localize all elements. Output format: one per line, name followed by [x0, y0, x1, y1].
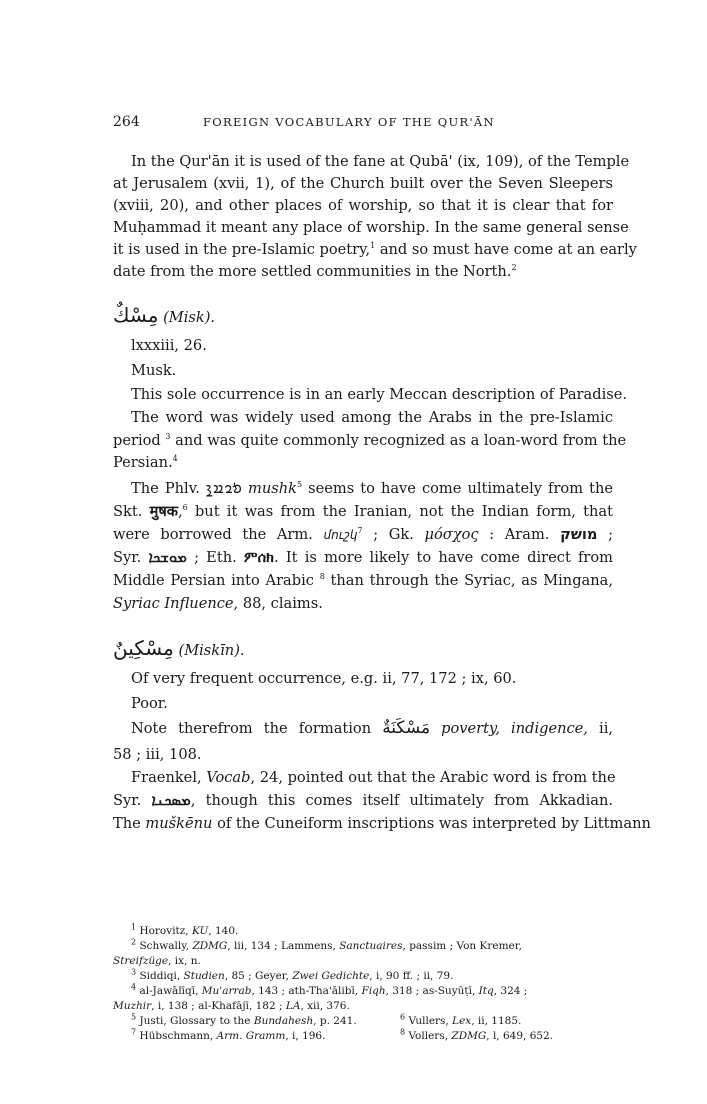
body-line: [113, 453, 613, 473]
body-line: (xviii, 20), and other places of worship, so that it is clear that for: [113, 197, 613, 214]
italic-span: Mu'arrab: [201, 985, 252, 997]
text-span: , i, 138 ; al-Khafājī, 182 ;: [151, 1000, 286, 1012]
text-span: seems to have come ultimately from the: [302, 480, 613, 497]
italic-span: ZDMG: [451, 1030, 487, 1042]
footnote-ref[interactable]: 8: [319, 572, 325, 582]
text-span: , 143 ; ath-Tha'ālibī,: [251, 985, 362, 997]
italic-span: Muzhir: [113, 1000, 152, 1012]
body-line: [131, 479, 613, 499]
body-line: [131, 768, 616, 788]
arabic-word: مَسْكَنَةٌ: [382, 718, 431, 738]
text-span: Note therefrom the formation: [131, 720, 372, 737]
text-span: Siddiqi,: [139, 970, 184, 982]
text-span: , lii, 134 ; Lammens,: [227, 940, 340, 952]
footnote-3: [131, 969, 453, 983]
greek-word: μόσχος: [424, 526, 479, 543]
footnote-2-cont: [113, 954, 201, 968]
italic-span: KU: [191, 925, 209, 937]
entry-reference: Of very frequent occurrence, e.g. ii, 77, 172 ; ix, 60.: [131, 670, 517, 687]
italic-span: Itq: [478, 985, 494, 997]
footnote-ref[interactable]: 3: [165, 432, 171, 442]
text-span: of the Cuneiform inscriptions was interpreted by Littmann: [212, 815, 651, 832]
italic-span: Streifzüge: [113, 955, 169, 967]
text-span: , i, 196.: [285, 1030, 326, 1042]
text-span: and was quite commonly recognized as a loan-word from the: [170, 432, 627, 449]
body-line: at Jerusalem (xvii, 1), of the Church built over the Seven Sleepers: [113, 175, 613, 192]
text-span: ii,: [587, 720, 613, 737]
arabic-headword: مِسْكٌ: [113, 303, 159, 327]
text-span: Skt.: [113, 503, 143, 520]
text-span: , 24, pointed out that the Arabic word is from the: [250, 769, 616, 786]
text-span: Justi, Glossary to the: [139, 1015, 254, 1027]
book-title: Syriac Influence: [113, 595, 234, 612]
footnote-6: [400, 1014, 521, 1028]
entry-heading-miskin: [113, 638, 613, 661]
text-span: , i, 90 ff. ; ii, 79.: [369, 970, 454, 982]
text-span: ; Eth.: [186, 549, 237, 566]
akkadian-word: muškēnu: [145, 815, 213, 832]
text-span: , 85 ; Geyer,: [224, 970, 293, 982]
footnote-ref[interactable]: 1: [370, 241, 376, 251]
footnote-number: 3: [131, 967, 137, 977]
text-span: : Aram.: [478, 526, 550, 543]
body-line: [113, 431, 627, 451]
text-span: , xii, 376.: [300, 1000, 350, 1012]
text-span: and so must have come at an early: [375, 241, 637, 258]
text-span: . It is more likely to have come direct from: [274, 549, 614, 566]
footnote-4: [131, 984, 527, 998]
footnote-ref[interactable]: 6: [182, 503, 188, 513]
text-span: Syr.: [113, 792, 142, 809]
footnote-ref[interactable]: 2: [511, 263, 517, 273]
transliteration: mushk: [247, 480, 297, 497]
italic-span: Lex: [452, 1015, 472, 1027]
text-span: , though this comes itself ultimately from Akkadian.: [190, 792, 614, 809]
text-span: , 140.: [208, 925, 239, 937]
text-span: Schwally,: [139, 940, 193, 952]
text-span: Vullers,: [408, 1015, 453, 1027]
text-span: , passim ; Von Kremer,: [402, 940, 522, 952]
text-span: Middle Persian into Arabic: [113, 572, 314, 589]
footnote-number: 6: [400, 1012, 406, 1022]
italic-span: Fiqh: [361, 985, 386, 997]
running-header: [113, 114, 613, 134]
text-span: Hübschmann,: [139, 1030, 217, 1042]
text-span: than through the Syriac, as Mingana,: [324, 572, 613, 589]
text-span: al-Jawālīqī,: [139, 985, 202, 997]
italic-span: Arm. Gramm: [216, 1030, 286, 1042]
footnote-number: 2: [131, 937, 137, 947]
body-line: The word was widely used among the Arabs in the pre-Islamic: [131, 409, 613, 426]
text-span: ;: [597, 526, 614, 543]
text-span: were borrowed the Arm.: [113, 526, 313, 543]
text-span: but it was from the Iranian, not the Indian form, that: [187, 503, 613, 520]
text-span: Fraenkel,: [131, 769, 207, 786]
book-title: Vocab: [206, 769, 251, 786]
footnote-number: 8: [400, 1027, 406, 1037]
headword-transliteration: (Miskīn).: [178, 642, 245, 659]
footnote-number: 1: [131, 922, 137, 932]
sanskrit-word: मुषक: [149, 503, 178, 520]
body-line: [113, 262, 613, 282]
italic-span: ZDMG: [192, 940, 228, 952]
footnote-ref[interactable]: 7: [357, 526, 363, 536]
footnote-7: [131, 1029, 325, 1043]
text-span: Syr.: [113, 549, 142, 566]
italic-span: Bundahesh: [253, 1015, 314, 1027]
footnote-8: [400, 1029, 553, 1043]
body-line: Muḥammad it meant any place of worship. In the same general sense: [113, 219, 629, 236]
footnote-ref[interactable]: 4: [172, 454, 178, 464]
text-span: it is used in the pre-Islamic poetry,: [113, 241, 371, 258]
text-span: Vollers,: [408, 1030, 452, 1042]
footnote-4-cont: [113, 999, 350, 1013]
body-line: [113, 525, 613, 545]
text-span: , ii, 1185.: [471, 1015, 522, 1027]
ethiopic-word: ምሰክ: [243, 549, 275, 566]
text-span: period: [113, 432, 161, 449]
syriac-word: ܡܣܟܢܐ: [151, 792, 191, 809]
text-span: The: [113, 815, 146, 832]
aramaic-word: מושק: [560, 526, 598, 543]
italic-span: Zwei Gedichte: [292, 970, 370, 982]
body-line: 58 ; iii, 108.: [113, 746, 202, 763]
body-line: [113, 814, 651, 834]
pahlavi-word: 𐭬𐭥𐭱𐭪: [205, 480, 242, 497]
arabic-headword: مِسْكِينٌ: [113, 636, 174, 660]
body-line: [131, 718, 613, 739]
entry-gloss: Musk.: [131, 362, 177, 379]
italic-span: Studien: [183, 970, 225, 982]
text-span: ; Gk.: [362, 526, 425, 543]
text-span: , 318 ; as-Suyūṭī,: [385, 985, 479, 997]
armenian-word: մուշկ: [323, 528, 358, 542]
footnote-5: [131, 1014, 357, 1028]
body-line: This sole occurrence is in an early Meccan description of Paradise.: [131, 386, 628, 403]
entry-gloss: Poor.: [131, 695, 168, 712]
body-line: [113, 791, 613, 811]
text-span: , 324 ;: [493, 985, 528, 997]
text-span: Persian.: [113, 454, 173, 471]
footnote-number: 4: [131, 982, 137, 992]
entry-reference: lxxxiii, 26.: [131, 337, 207, 354]
footnote-number: 7: [131, 1027, 137, 1037]
text-span: , l, 649, 652.: [486, 1030, 554, 1042]
text-span: date from the more settled communities in the North.: [113, 263, 512, 280]
syriac-word: ܡܘܫܟܐ: [148, 549, 187, 566]
italic-span: LA: [285, 1000, 301, 1012]
page-number: 264: [113, 114, 140, 130]
gloss-italic: poverty, indigence,: [441, 720, 588, 737]
text-span: The Phlv.: [131, 480, 200, 497]
text-span: , p. 241.: [313, 1015, 357, 1027]
running-title: FOREIGN VOCABULARY OF THE QUR'ĀN: [203, 115, 495, 129]
footnote-ref[interactable]: 5: [296, 480, 303, 490]
body-line: [113, 594, 613, 614]
italic-span: Sanctuaires: [339, 940, 403, 952]
footnote-1: [131, 924, 238, 938]
body-line: [113, 548, 613, 568]
footnote-2: [131, 939, 522, 953]
body-line: In the Qur'ān it is used of the fane at Qubā' (ix, 109), of the Temple: [131, 153, 630, 170]
footnote-number: 5: [131, 1012, 137, 1022]
text-span: , ix, n.: [168, 955, 201, 967]
body-line: [113, 240, 637, 260]
entry-heading-misk: [113, 305, 613, 328]
headword-transliteration: (Misk).: [163, 309, 216, 326]
text-span: Horovitz,: [139, 925, 192, 937]
text-span: , 88, claims.: [233, 595, 323, 612]
body-line: Skt. मुषक,$^6$ but it was from the Iranian, not the Indian form, that: [113, 503, 613, 520]
body-line: [113, 571, 613, 591]
